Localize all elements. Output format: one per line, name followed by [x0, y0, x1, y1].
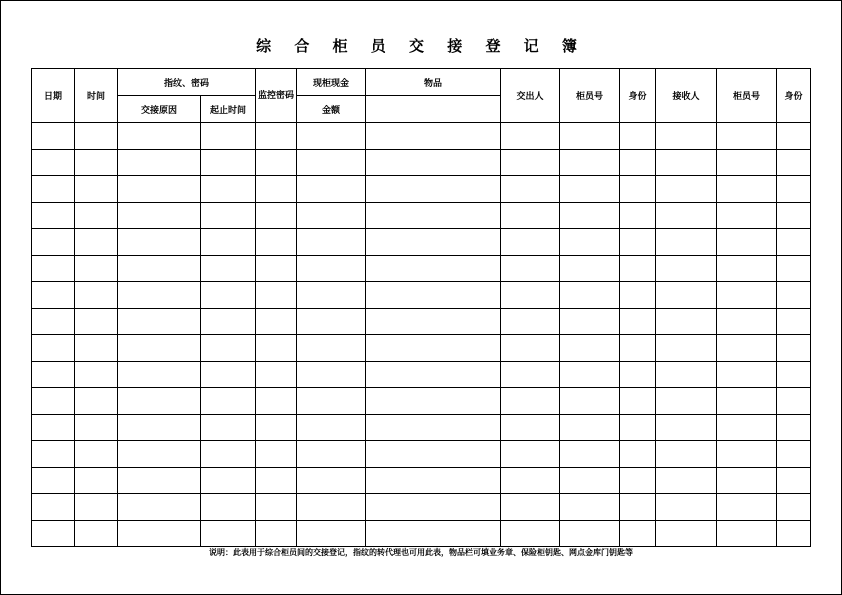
table-cell[interactable] — [75, 308, 118, 335]
table-cell[interactable] — [620, 414, 656, 441]
table-cell[interactable] — [256, 494, 297, 521]
table-cell[interactable] — [366, 176, 501, 203]
table-cell[interactable] — [256, 149, 297, 176]
table-cell[interactable] — [717, 282, 777, 309]
table-cell[interactable] — [297, 308, 366, 335]
table-row — [32, 123, 811, 150]
table-cell[interactable] — [297, 520, 366, 547]
table-cell[interactable] — [366, 414, 501, 441]
table-cell[interactable] — [201, 441, 256, 468]
table-row — [32, 202, 811, 229]
table-cell[interactable] — [560, 308, 620, 335]
header-receiver: 接收人 — [656, 69, 717, 123]
table-cell[interactable] — [717, 255, 777, 282]
table-cell[interactable] — [717, 467, 777, 494]
table-cell[interactable] — [118, 255, 201, 282]
table-cell[interactable] — [620, 202, 656, 229]
table-cell[interactable] — [32, 335, 75, 362]
table-cell[interactable] — [32, 202, 75, 229]
table-cell[interactable] — [656, 229, 717, 256]
table-cell[interactable] — [656, 494, 717, 521]
header-fingerprint-password: 指纹、密码 — [118, 69, 256, 96]
table-cell[interactable] — [297, 467, 366, 494]
table-cell[interactable] — [366, 255, 501, 282]
table-cell[interactable] — [297, 202, 366, 229]
table-cell[interactable] — [620, 361, 656, 388]
header-teller-no-2: 柜员号 — [717, 69, 777, 123]
table-row — [32, 361, 811, 388]
table-row — [32, 441, 811, 468]
table-cell[interactable] — [777, 494, 811, 521]
table-cell[interactable] — [32, 414, 75, 441]
table-cell[interactable] — [118, 202, 201, 229]
table-cell[interactable] — [717, 388, 777, 415]
table-cell[interactable] — [32, 520, 75, 547]
table-cell[interactable] — [501, 520, 560, 547]
table-cell[interactable] — [201, 202, 256, 229]
table-cell[interactable] — [201, 282, 256, 309]
table-cell[interactable] — [118, 467, 201, 494]
table-cell[interactable] — [75, 202, 118, 229]
header-teller-no-1: 柜员号 — [560, 69, 620, 123]
table-row — [32, 335, 811, 362]
table-cell[interactable] — [777, 467, 811, 494]
table-cell[interactable] — [717, 149, 777, 176]
table-cell[interactable] — [501, 229, 560, 256]
table-cell[interactable] — [118, 123, 201, 150]
header-id-1: 身份 — [620, 69, 656, 123]
table-cell[interactable] — [75, 229, 118, 256]
table-cell[interactable] — [717, 335, 777, 362]
table-cell[interactable] — [256, 467, 297, 494]
table-cell[interactable] — [201, 361, 256, 388]
table-cell[interactable] — [75, 441, 118, 468]
table-cell[interactable] — [256, 229, 297, 256]
table-cell[interactable] — [501, 467, 560, 494]
table-cell[interactable] — [560, 149, 620, 176]
table-cell[interactable] — [297, 335, 366, 362]
table-row — [32, 176, 811, 203]
table-cell[interactable] — [777, 123, 811, 150]
header-items: 物品 — [366, 69, 501, 96]
table-cell[interactable] — [620, 149, 656, 176]
table-cell[interactable] — [201, 123, 256, 150]
table-cell[interactable] — [256, 123, 297, 150]
table-cell[interactable] — [777, 255, 811, 282]
table-cell[interactable] — [717, 361, 777, 388]
table-cell[interactable] — [501, 282, 560, 309]
table-cell[interactable] — [75, 388, 118, 415]
table-cell[interactable] — [777, 308, 811, 335]
table-cell[interactable] — [118, 335, 201, 362]
header-time: 时间 — [75, 69, 118, 123]
table-cell[interactable] — [560, 255, 620, 282]
table-cell[interactable] — [201, 149, 256, 176]
table-cell[interactable] — [656, 335, 717, 362]
table-cell[interactable] — [777, 388, 811, 415]
table-cell[interactable] — [656, 202, 717, 229]
table-cell[interactable] — [501, 441, 560, 468]
table-cell[interactable] — [501, 202, 560, 229]
table-cell[interactable] — [501, 361, 560, 388]
table-cell[interactable] — [717, 520, 777, 547]
table-cell[interactable] — [75, 494, 118, 521]
table-cell[interactable] — [75, 361, 118, 388]
table-row — [32, 149, 811, 176]
table-cell[interactable] — [366, 123, 501, 150]
table-cell[interactable] — [201, 414, 256, 441]
table-row — [32, 282, 811, 309]
table-cell[interactable] — [656, 282, 717, 309]
table-cell[interactable] — [256, 202, 297, 229]
table-cell[interactable] — [32, 176, 75, 203]
table-cell[interactable] — [118, 441, 201, 468]
table-cell[interactable] — [501, 123, 560, 150]
page-title: 综 合 柜 员 交 接 登 记 簿 — [256, 37, 586, 55]
table-row — [32, 388, 811, 415]
table-cell[interactable] — [656, 149, 717, 176]
table-cell[interactable] — [366, 520, 501, 547]
table-cell[interactable] — [118, 229, 201, 256]
table-cell[interactable] — [620, 282, 656, 309]
header-supervisor-password: 监控密码 — [256, 69, 297, 123]
table-cell[interactable] — [32, 388, 75, 415]
table-cell[interactable] — [501, 308, 560, 335]
table-cell[interactable] — [501, 255, 560, 282]
table-cell[interactable] — [297, 123, 366, 150]
table-cell[interactable] — [118, 520, 201, 547]
table-cell[interactable] — [656, 176, 717, 203]
table-cell[interactable] — [297, 149, 366, 176]
table-cell[interactable] — [297, 255, 366, 282]
table-cell[interactable] — [32, 494, 75, 521]
table-cell[interactable] — [118, 282, 201, 309]
table-cell[interactable] — [366, 388, 501, 415]
table-cell[interactable] — [201, 308, 256, 335]
table-cell[interactable] — [297, 388, 366, 415]
table-cell[interactable] — [560, 176, 620, 203]
table-cell[interactable] — [620, 176, 656, 203]
table-cell[interactable] — [656, 414, 717, 441]
table-cell[interactable] — [297, 494, 366, 521]
table-cell[interactable] — [201, 494, 256, 521]
table-cell[interactable] — [777, 149, 811, 176]
table-cell[interactable] — [256, 308, 297, 335]
table-cell[interactable] — [777, 441, 811, 468]
table-cell[interactable] — [656, 467, 717, 494]
table-cell[interactable] — [777, 229, 811, 256]
table-cell[interactable] — [366, 308, 501, 335]
header-cash-group: 现柜现金 — [297, 69, 366, 96]
table-cell[interactable] — [366, 467, 501, 494]
table-cell[interactable] — [717, 441, 777, 468]
table-cell[interactable] — [256, 255, 297, 282]
table-cell[interactable] — [366, 441, 501, 468]
table-cell[interactable] — [717, 308, 777, 335]
table-cell[interactable] — [560, 202, 620, 229]
table-cell[interactable] — [201, 229, 256, 256]
table-row — [32, 414, 811, 441]
table-cell[interactable] — [656, 520, 717, 547]
table-body — [32, 123, 811, 547]
table-cell[interactable] — [366, 149, 501, 176]
table-cell[interactable] — [118, 176, 201, 203]
table-cell[interactable] — [620, 308, 656, 335]
table-cell[interactable] — [118, 361, 201, 388]
table-cell[interactable] — [777, 176, 811, 203]
table-cell[interactable] — [297, 176, 366, 203]
table-cell[interactable] — [366, 494, 501, 521]
table-cell[interactable] — [32, 282, 75, 309]
table-cell[interactable] — [201, 176, 256, 203]
table-cell[interactable] — [777, 335, 811, 362]
table-cell[interactable] — [201, 520, 256, 547]
header-start-end-time: 起止时间 — [201, 96, 256, 123]
table-cell[interactable] — [501, 335, 560, 362]
table-cell[interactable] — [256, 520, 297, 547]
table-row — [32, 467, 811, 494]
table-cell[interactable] — [297, 414, 366, 441]
table-cell[interactable] — [297, 282, 366, 309]
table-cell[interactable] — [777, 361, 811, 388]
table-cell[interactable] — [620, 123, 656, 150]
header-amount: 金额 — [297, 96, 366, 123]
table-cell[interactable] — [75, 520, 118, 547]
table-cell[interactable] — [560, 123, 620, 150]
table-cell[interactable] — [620, 520, 656, 547]
table-cell[interactable] — [560, 229, 620, 256]
table-cell[interactable] — [297, 229, 366, 256]
header-handover-person: 交出人 — [501, 69, 560, 123]
table-cell[interactable] — [118, 149, 201, 176]
table-cell[interactable] — [75, 255, 118, 282]
table-cell[interactable] — [560, 335, 620, 362]
table-cell[interactable] — [256, 361, 297, 388]
table-cell[interactable] — [560, 361, 620, 388]
table-cell[interactable] — [560, 414, 620, 441]
table-cell[interactable] — [366, 361, 501, 388]
table-row — [32, 494, 811, 521]
header-handover-reason: 交接原因 — [118, 96, 201, 123]
table-cell[interactable] — [560, 441, 620, 468]
table-cell[interactable] — [620, 467, 656, 494]
table-cell[interactable] — [297, 441, 366, 468]
table-cell[interactable] — [256, 176, 297, 203]
table-cell[interactable] — [501, 176, 560, 203]
table-cell[interactable] — [366, 202, 501, 229]
table-cell[interactable] — [366, 335, 501, 362]
table-cell[interactable] — [501, 494, 560, 521]
table-cell[interactable] — [717, 202, 777, 229]
table-cell[interactable] — [201, 255, 256, 282]
table-cell[interactable] — [32, 149, 75, 176]
table-cell[interactable] — [75, 414, 118, 441]
table-cell[interactable] — [75, 123, 118, 150]
table-cell[interactable] — [32, 441, 75, 468]
header-id-2: 身份 — [777, 69, 811, 123]
table-cell[interactable] — [256, 414, 297, 441]
table-cell[interactable] — [32, 308, 75, 335]
table-cell[interactable] — [777, 282, 811, 309]
table-cell[interactable] — [560, 467, 620, 494]
table-cell[interactable] — [656, 388, 717, 415]
table-cell[interactable] — [32, 123, 75, 150]
table-cell[interactable] — [256, 282, 297, 309]
table-cell[interactable] — [620, 441, 656, 468]
handover-register-table — [31, 68, 811, 547]
table-cell[interactable] — [777, 520, 811, 547]
table-cell[interactable] — [32, 255, 75, 282]
table-cell[interactable] — [118, 308, 201, 335]
table-cell[interactable] — [656, 361, 717, 388]
header-items-body — [366, 96, 501, 123]
table-cell[interactable] — [717, 229, 777, 256]
table-cell[interactable] — [560, 520, 620, 547]
table-cell[interactable] — [560, 494, 620, 521]
table-cell[interactable] — [656, 255, 717, 282]
table-cell[interactable] — [118, 414, 201, 441]
table-row — [32, 255, 811, 282]
table-cell[interactable] — [717, 176, 777, 203]
table-cell[interactable] — [118, 494, 201, 521]
table-cell[interactable] — [620, 229, 656, 256]
table-cell[interactable] — [366, 282, 501, 309]
table-cell[interactable] — [118, 388, 201, 415]
table-cell[interactable] — [717, 123, 777, 150]
table-cell[interactable] — [75, 282, 118, 309]
table-cell[interactable] — [297, 361, 366, 388]
table-cell[interactable] — [32, 467, 75, 494]
table-cell[interactable] — [620, 494, 656, 521]
table-row — [32, 308, 811, 335]
table-row — [32, 520, 811, 547]
table-cell[interactable] — [560, 282, 620, 309]
table-cell[interactable] — [501, 149, 560, 176]
table-cell[interactable] — [75, 335, 118, 362]
table-cell[interactable] — [717, 414, 777, 441]
table-cell[interactable] — [366, 229, 501, 256]
table-row — [32, 229, 811, 256]
footnote: 说明：此表用于综合柜员间的交接登记，指纹的转代理也可用此表，物品栏可填业务章、保险柜钥匙、网点金库门钥匙等 — [209, 548, 633, 557]
table-cell[interactable] — [777, 414, 811, 441]
header-date: 日期 — [32, 69, 75, 123]
table-cell[interactable] — [620, 255, 656, 282]
table-cell[interactable] — [256, 335, 297, 362]
table-cell[interactable] — [501, 414, 560, 441]
table-cell[interactable] — [256, 388, 297, 415]
table-cell[interactable] — [501, 388, 560, 415]
table-cell[interactable] — [75, 467, 118, 494]
table-cell[interactable] — [75, 149, 118, 176]
table-cell[interactable] — [717, 494, 777, 521]
table-cell[interactable] — [656, 123, 717, 150]
table-cell[interactable] — [32, 361, 75, 388]
table-cell[interactable] — [201, 335, 256, 362]
table-cell[interactable] — [201, 388, 256, 415]
table-cell[interactable] — [201, 467, 256, 494]
table-cell[interactable] — [777, 202, 811, 229]
table-cell[interactable] — [656, 441, 717, 468]
table-cell[interactable] — [656, 308, 717, 335]
table-cell[interactable] — [620, 335, 656, 362]
table-cell[interactable] — [620, 388, 656, 415]
table-cell[interactable] — [32, 229, 75, 256]
table-cell[interactable] — [75, 176, 118, 203]
table-cell[interactable] — [256, 441, 297, 468]
table-cell[interactable] — [560, 388, 620, 415]
